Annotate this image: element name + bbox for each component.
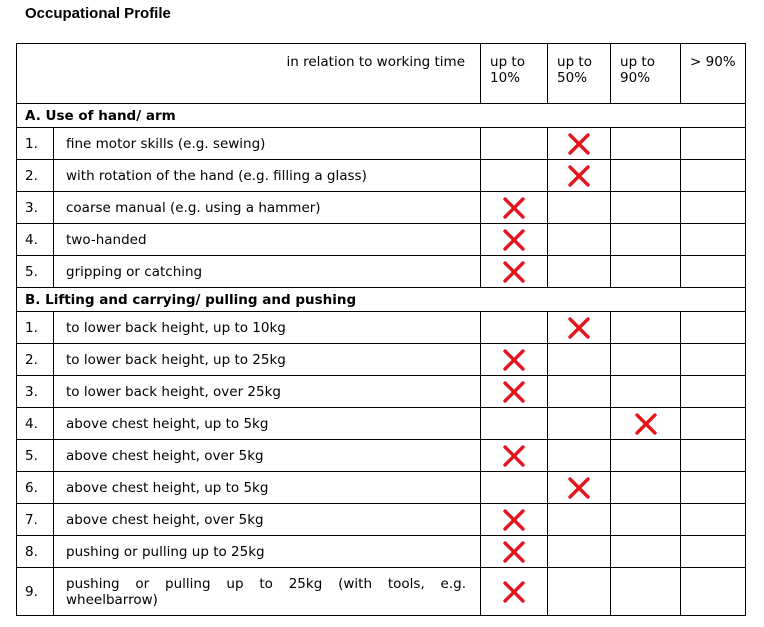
table-row: [17, 192, 746, 224]
column-header-over-90: > 90%: [681, 44, 746, 104]
cell-up-to-10[interactable]: [481, 344, 548, 376]
cell-over-90[interactable]: [681, 408, 746, 440]
x-mark-icon: [502, 444, 526, 468]
column-header-up-to-90: up to 90%: [611, 44, 681, 104]
cell-up-to-90[interactable]: [611, 440, 681, 472]
cell-up-to-50[interactable]: [548, 192, 611, 224]
cell-up-to-90[interactable]: [611, 408, 681, 440]
row-description: above chest height, up to 5kg: [54, 408, 481, 440]
row-number: 9.: [17, 568, 54, 616]
cell-up-to-10[interactable]: [481, 568, 548, 616]
table-row: [17, 408, 746, 440]
row-number: 2.: [17, 160, 54, 192]
table-row: [17, 536, 746, 568]
cell-up-to-90[interactable]: [611, 256, 681, 288]
row-description: above chest height, over 5kg: [54, 440, 481, 472]
row-number: 5.: [17, 440, 54, 472]
cell-over-90[interactable]: [681, 568, 746, 616]
x-mark-icon: [502, 228, 526, 252]
cell-over-90[interactable]: [681, 192, 746, 224]
cell-up-to-10[interactable]: [481, 504, 548, 536]
x-mark-icon: [502, 380, 526, 404]
row-description: two-handed: [54, 224, 481, 256]
row-number: 1.: [17, 128, 54, 160]
header-row: [17, 44, 746, 104]
cell-over-90[interactable]: [681, 376, 746, 408]
table-row: [17, 312, 746, 344]
cell-up-to-90[interactable]: [611, 224, 681, 256]
cell-over-90[interactable]: [681, 472, 746, 504]
row-description: pushing or pulling up to 25kg (with tools, e.g. wheelbarrow): [54, 568, 481, 616]
row-description: coarse manual (e.g. using a hammer): [54, 192, 481, 224]
x-mark-icon: [502, 348, 526, 372]
table-row: [17, 256, 746, 288]
x-mark-icon: [502, 508, 526, 532]
row-number: 5.: [17, 256, 54, 288]
row-description: above chest height, up to 5kg: [54, 472, 481, 504]
x-mark-icon: [502, 260, 526, 284]
section-heading-row: [17, 288, 746, 312]
cell-up-to-10[interactable]: [481, 192, 548, 224]
cell-up-to-10[interactable]: [481, 408, 548, 440]
x-mark-icon: [634, 412, 658, 436]
row-description: with rotation of the hand (e.g. filling a glass): [54, 160, 481, 192]
cell-up-to-10[interactable]: [481, 376, 548, 408]
row-number: 3.: [17, 376, 54, 408]
page-title: Occupational Profile: [25, 5, 171, 22]
table-row: [17, 376, 746, 408]
cell-up-to-50[interactable]: [548, 160, 611, 192]
cell-up-to-90[interactable]: [611, 472, 681, 504]
cell-up-to-50[interactable]: [548, 536, 611, 568]
cell-up-to-10[interactable]: [481, 224, 548, 256]
row-number: 3.: [17, 192, 54, 224]
cell-up-to-90[interactable]: [611, 536, 681, 568]
row-number: 2.: [17, 344, 54, 376]
cell-over-90[interactable]: [681, 536, 746, 568]
row-number: 4.: [17, 408, 54, 440]
table-row: [17, 344, 746, 376]
column-header-up-to-50: up to 50%: [548, 44, 611, 104]
cell-up-to-90[interactable]: [611, 128, 681, 160]
table-row: [17, 504, 746, 536]
cell-over-90[interactable]: [681, 128, 746, 160]
cell-up-to-50[interactable]: [548, 440, 611, 472]
row-description: to lower back height, up to 25kg: [54, 344, 481, 376]
x-mark-icon: [502, 580, 526, 604]
cell-up-to-90[interactable]: [611, 312, 681, 344]
row-number: 6.: [17, 472, 54, 504]
cell-up-to-50[interactable]: [548, 568, 611, 616]
table-row: [17, 128, 746, 160]
cell-up-to-50[interactable]: [548, 128, 611, 160]
row-description: to lower back height, over 25kg: [54, 376, 481, 408]
cell-over-90[interactable]: [681, 312, 746, 344]
cell-over-90[interactable]: [681, 224, 746, 256]
x-mark-icon: [567, 476, 591, 500]
x-mark-icon: [502, 196, 526, 220]
cell-up-to-10[interactable]: [481, 312, 548, 344]
cell-up-to-50[interactable]: [548, 504, 611, 536]
x-mark-icon: [567, 164, 591, 188]
section-heading: B. Lifting and carrying/ pulling and pushing: [17, 288, 746, 312]
cell-up-to-50[interactable]: [548, 344, 611, 376]
table-row: [17, 472, 746, 504]
row-number: 7.: [17, 504, 54, 536]
cell-up-to-10[interactable]: [481, 256, 548, 288]
header-label: in relation to working time: [17, 44, 481, 104]
cell-up-to-50[interactable]: [548, 408, 611, 440]
table-row: [17, 568, 746, 616]
cell-up-to-50[interactable]: [548, 224, 611, 256]
cell-up-to-10[interactable]: [481, 160, 548, 192]
x-mark-icon: [567, 132, 591, 156]
cell-up-to-90[interactable]: [611, 568, 681, 616]
cell-up-to-90[interactable]: [611, 344, 681, 376]
cell-up-to-50[interactable]: [548, 256, 611, 288]
cell-up-to-90[interactable]: [611, 160, 681, 192]
cell-up-to-10[interactable]: [481, 536, 548, 568]
occupational-profile-table: [16, 43, 746, 616]
column-header-up-to-10: up to 10%: [481, 44, 548, 104]
row-description: pushing or pulling up to 25kg: [54, 536, 481, 568]
cell-up-to-10[interactable]: [481, 472, 548, 504]
cell-over-90[interactable]: [681, 440, 746, 472]
table-row: [17, 224, 746, 256]
cell-up-to-10[interactable]: [481, 440, 548, 472]
cell-up-to-90[interactable]: [611, 504, 681, 536]
section-heading-row: [17, 104, 746, 128]
section-heading: A. Use of hand/ arm: [17, 104, 746, 128]
row-number: 1.: [17, 312, 54, 344]
cell-over-90[interactable]: [681, 256, 746, 288]
table-row: [17, 440, 746, 472]
row-description: above chest height, over 5kg: [54, 504, 481, 536]
row-number: 4.: [17, 224, 54, 256]
row-description: fine motor skills (e.g. sewing): [54, 128, 481, 160]
row-description: gripping or catching: [54, 256, 481, 288]
x-mark-icon: [502, 540, 526, 564]
cell-up-to-50[interactable]: [548, 472, 611, 504]
cell-over-90[interactable]: [681, 344, 746, 376]
table-row: [17, 160, 746, 192]
cell-over-90[interactable]: [681, 504, 746, 536]
row-description: to lower back height, up to 10kg: [54, 312, 481, 344]
cell-up-to-90[interactable]: [611, 376, 681, 408]
cell-up-to-50[interactable]: [548, 312, 611, 344]
row-number: 8.: [17, 536, 54, 568]
cell-up-to-10[interactable]: [481, 128, 548, 160]
x-mark-icon: [567, 316, 591, 340]
cell-over-90[interactable]: [681, 160, 746, 192]
cell-up-to-90[interactable]: [611, 192, 681, 224]
cell-up-to-50[interactable]: [548, 376, 611, 408]
